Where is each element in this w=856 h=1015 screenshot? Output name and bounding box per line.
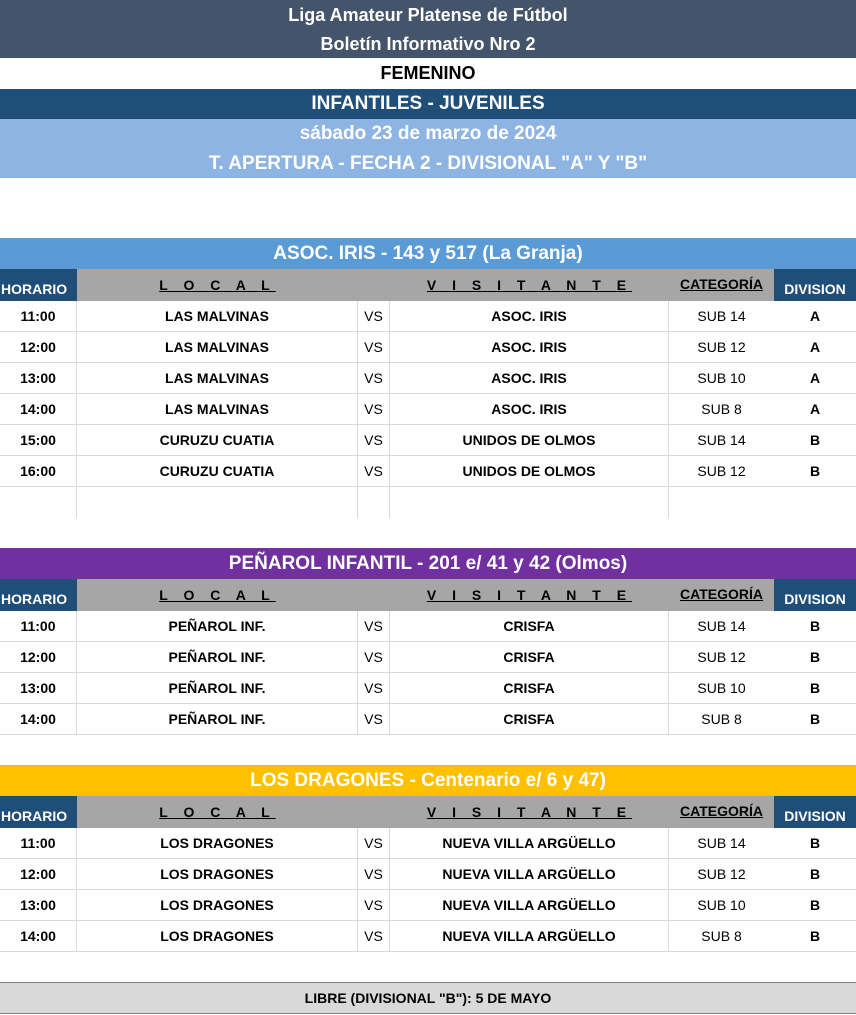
venue-title: ASOC. IRIS - 143 y 517 (La Granja) — [0, 238, 856, 269]
header-visitor — [390, 579, 669, 611]
table-row — [0, 363, 856, 394]
match-visitor: NUEVA VILLA ARGÜELLO — [390, 828, 669, 859]
match-visitor: NUEVA VILLA ARGÜELLO — [390, 859, 669, 890]
header-visitor — [390, 796, 669, 828]
match-local: PEÑAROL INF. — [77, 642, 358, 673]
match-division: B — [774, 890, 856, 921]
empty-cell — [669, 487, 774, 518]
match-visitor: NUEVA VILLA ARGÜELLO — [390, 921, 669, 952]
header-category — [669, 796, 774, 828]
match-vs: VS — [358, 425, 390, 456]
header-category-label: CATEGORÍA — [680, 276, 763, 292]
match-category: SUB 10 — [669, 363, 774, 394]
match-time: 11:00 — [0, 301, 77, 332]
header-category — [669, 269, 774, 301]
venue-section — [0, 765, 856, 952]
match-division: B — [774, 673, 856, 704]
match-vs: VS — [358, 859, 390, 890]
header-local — [77, 579, 358, 611]
header-division: DIVISION — [774, 796, 856, 828]
match-visitor: UNIDOS DE OLMOS — [390, 425, 669, 456]
header-time: HORARIO — [0, 269, 77, 301]
match-visitor: CRISFA — [390, 704, 669, 735]
match-category: SUB 8 — [669, 704, 774, 735]
table-row — [0, 642, 856, 673]
header-local-label: L O C A L — [159, 804, 276, 820]
table-row — [0, 456, 856, 487]
match-visitor: ASOC. IRIS — [390, 363, 669, 394]
table-row — [0, 921, 856, 952]
match-vs: VS — [358, 363, 390, 394]
match-division: A — [774, 332, 856, 363]
match-division: B — [774, 642, 856, 673]
header-local-label: L O C A L — [159, 587, 276, 603]
date-title: sábado 23 de marzo de 2024 — [0, 119, 856, 149]
match-local: PEÑAROL INF. — [77, 704, 358, 735]
category-title: INFANTILES - JUVENILES — [0, 89, 856, 119]
league-title: Liga Amateur Platense de Fútbol — [0, 0, 856, 30]
match-time: 15:00 — [0, 425, 77, 456]
header-vs-spacer — [358, 796, 390, 828]
match-division: A — [774, 394, 856, 425]
match-time: 11:00 — [0, 828, 77, 859]
match-division: B — [774, 456, 856, 487]
match-vs: VS — [358, 301, 390, 332]
table-row — [0, 332, 856, 363]
empty-cell — [358, 487, 390, 518]
match-division: A — [774, 363, 856, 394]
match-local: PEÑAROL INF. — [77, 673, 358, 704]
venue-title: LOS DRAGONES - Centenario e/ 6 y 47) — [0, 765, 856, 796]
match-category: SUB 14 — [669, 828, 774, 859]
match-category: SUB 14 — [669, 425, 774, 456]
match-local: LAS MALVINAS — [77, 332, 358, 363]
match-local: LOS DRAGONES — [77, 828, 358, 859]
match-time: 13:00 — [0, 890, 77, 921]
match-time: 14:00 — [0, 921, 77, 952]
header-visitor — [390, 269, 669, 301]
match-vs: VS — [358, 332, 390, 363]
match-vs: VS — [358, 394, 390, 425]
match-time: 13:00 — [0, 363, 77, 394]
header-category-label: CATEGORÍA — [680, 803, 763, 819]
match-visitor: CRISFA — [390, 611, 669, 642]
header-division: DIVISION — [774, 269, 856, 301]
match-visitor: ASOC. IRIS — [390, 394, 669, 425]
header-division: DIVISION — [774, 579, 856, 611]
match-local: LOS DRAGONES — [77, 921, 358, 952]
match-category: SUB 12 — [669, 642, 774, 673]
venue-section — [0, 238, 856, 518]
match-vs: VS — [358, 921, 390, 952]
empty-row — [0, 487, 856, 518]
match-division: B — [774, 704, 856, 735]
footer-note: LIBRE (DIVISIONAL "B"): 5 DE MAYO — [0, 982, 856, 1014]
table-row — [0, 394, 856, 425]
match-local: PEÑAROL INF. — [77, 611, 358, 642]
match-time: 16:00 — [0, 456, 77, 487]
table-row — [0, 673, 856, 704]
header-local — [77, 269, 358, 301]
match-category: SUB 12 — [669, 859, 774, 890]
match-category: SUB 12 — [669, 456, 774, 487]
table-row — [0, 828, 856, 859]
match-division: B — [774, 828, 856, 859]
match-vs: VS — [358, 642, 390, 673]
table-row — [0, 890, 856, 921]
match-time: 11:00 — [0, 611, 77, 642]
header-local — [77, 796, 358, 828]
tournament-title: T. APERTURA - FECHA 2 - DIVISIONAL "A" Y "B" — [0, 149, 856, 178]
match-division: B — [774, 611, 856, 642]
match-local: LOS DRAGONES — [77, 859, 358, 890]
match-local: LOS DRAGONES — [77, 890, 358, 921]
match-category: SUB 14 — [669, 611, 774, 642]
header-local-label: L O C A L — [159, 277, 276, 293]
match-category: SUB 8 — [669, 394, 774, 425]
table-header — [0, 796, 856, 828]
match-time: 12:00 — [0, 859, 77, 890]
table-row — [0, 301, 856, 332]
header-vs-spacer — [358, 269, 390, 301]
match-local: LAS MALVINAS — [77, 394, 358, 425]
match-time: 14:00 — [0, 394, 77, 425]
header-vs-spacer — [358, 579, 390, 611]
empty-cell — [77, 487, 358, 518]
bulletin-header — [0, 0, 856, 178]
header-visitor-label: V I S I T A N T E — [426, 587, 633, 603]
header-category — [669, 579, 774, 611]
match-category: SUB 8 — [669, 921, 774, 952]
header-time: HORARIO — [0, 796, 77, 828]
match-visitor: CRISFA — [390, 642, 669, 673]
match-local: CURUZU CUATIA — [77, 425, 358, 456]
match-visitor: ASOC. IRIS — [390, 301, 669, 332]
match-category: SUB 10 — [669, 673, 774, 704]
match-vs: VS — [358, 704, 390, 735]
match-division: B — [774, 921, 856, 952]
match-vs: VS — [358, 828, 390, 859]
match-time: 14:00 — [0, 704, 77, 735]
header-time: HORARIO — [0, 579, 77, 611]
table-header — [0, 579, 856, 611]
match-visitor: CRISFA — [390, 673, 669, 704]
match-division: B — [774, 425, 856, 456]
match-local: LAS MALVINAS — [77, 301, 358, 332]
match-vs: VS — [358, 673, 390, 704]
match-local: CURUZU CUATIA — [77, 456, 358, 487]
empty-cell — [390, 487, 669, 518]
table-row — [0, 425, 856, 456]
header-category-label: CATEGORÍA — [680, 586, 763, 602]
table-row — [0, 859, 856, 890]
match-division: B — [774, 859, 856, 890]
match-time: 13:00 — [0, 673, 77, 704]
header-visitor-label: V I S I T A N T E — [426, 804, 633, 820]
gender-title: FEMENINO — [0, 58, 856, 89]
match-division: A — [774, 301, 856, 332]
venue-section — [0, 548, 856, 735]
match-vs: VS — [358, 890, 390, 921]
match-time: 12:00 — [0, 642, 77, 673]
bulletin-title: Boletín Informativo Nro 2 — [0, 30, 856, 58]
match-category: SUB 10 — [669, 890, 774, 921]
match-local: LAS MALVINAS — [77, 363, 358, 394]
match-visitor: ASOC. IRIS — [390, 332, 669, 363]
empty-cell — [774, 487, 856, 518]
match-category: SUB 12 — [669, 332, 774, 363]
match-vs: VS — [358, 456, 390, 487]
table-header — [0, 269, 856, 301]
table-row — [0, 704, 856, 735]
empty-cell — [0, 487, 77, 518]
header-visitor-label: V I S I T A N T E — [426, 277, 633, 293]
match-category: SUB 14 — [669, 301, 774, 332]
venue-title: PEÑAROL INFANTIL - 201 e/ 41 y 42 (Olmos) — [0, 548, 856, 579]
table-row — [0, 611, 856, 642]
match-visitor: NUEVA VILLA ARGÜELLO — [390, 890, 669, 921]
match-vs: VS — [358, 611, 390, 642]
match-visitor: UNIDOS DE OLMOS — [390, 456, 669, 487]
match-time: 12:00 — [0, 332, 77, 363]
